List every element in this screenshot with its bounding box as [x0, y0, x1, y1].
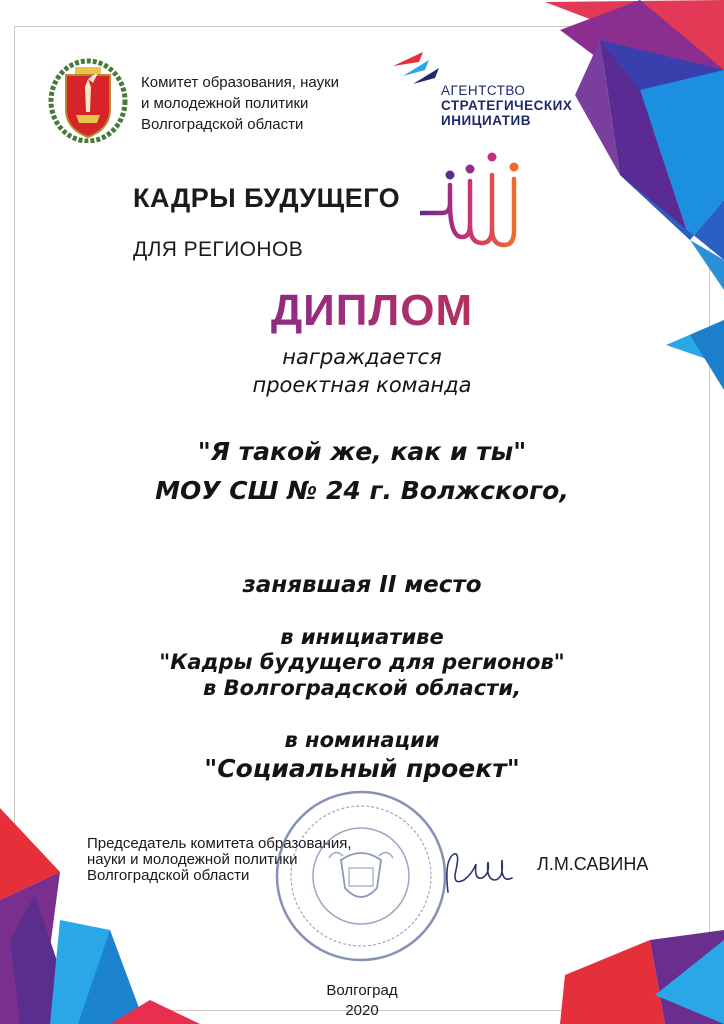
- organization-line-2: и молодежной политики: [141, 95, 309, 112]
- nomination-name: "Социальный проект": [204, 754, 520, 783]
- agency-name: [441, 83, 572, 128]
- diploma-title-text: ДИПЛОМ: [270, 286, 474, 335]
- handwritten-signature-icon: [430, 840, 530, 900]
- city: Волгоград: [326, 982, 398, 999]
- region-text: в Волгоградской области,: [202, 676, 522, 700]
- program-subtitle: ДЛЯ РЕГИОНОВ: [133, 238, 304, 261]
- initiative-name: "Кадры будущего для регионов": [159, 650, 565, 674]
- agency-logo-icon: [389, 46, 449, 86]
- organization-name: [141, 72, 371, 135]
- nomination-intro: в номинации: [284, 728, 440, 752]
- program-title: КАДРЫ БУДУЩЕГО: [133, 183, 401, 213]
- volgograd-coat-of-arms-icon: [47, 57, 129, 143]
- official-seal-icon: [273, 788, 449, 964]
- project-name: "Я такой же, как и ты": [197, 437, 527, 466]
- agency-line-1: АГЕНТСТВО: [441, 83, 526, 98]
- initiative-intro: в инициативе: [280, 625, 444, 649]
- program-logo-icon: [420, 145, 530, 255]
- awarded-text: награждается: [282, 345, 442, 369]
- diploma-title: [0, 286, 724, 336]
- agency-line-3: ИНИЦИАТИВ: [441, 113, 531, 128]
- agency-line-2: СТРАТЕГИЧЕСКИХ: [441, 98, 573, 113]
- place-text: занявшая II место: [242, 572, 482, 598]
- signer-name: Л.М.САВИНА: [537, 854, 649, 874]
- organization-line-1: Комитет образования, науки: [141, 74, 340, 91]
- signer-position-line-1: Председатель комитета образования,: [87, 835, 352, 852]
- signer-position-line-2: науки и молодежной политики: [87, 851, 298, 868]
- year: 2020: [345, 1002, 379, 1019]
- organization-line-3: Волгоградской области: [141, 116, 304, 133]
- signer-position-line-3: Волгоградской области: [87, 867, 250, 884]
- school-name: МОУ СШ № 24 г. Волжского,: [155, 476, 569, 505]
- recipient-type-text: проектная команда: [252, 373, 472, 397]
